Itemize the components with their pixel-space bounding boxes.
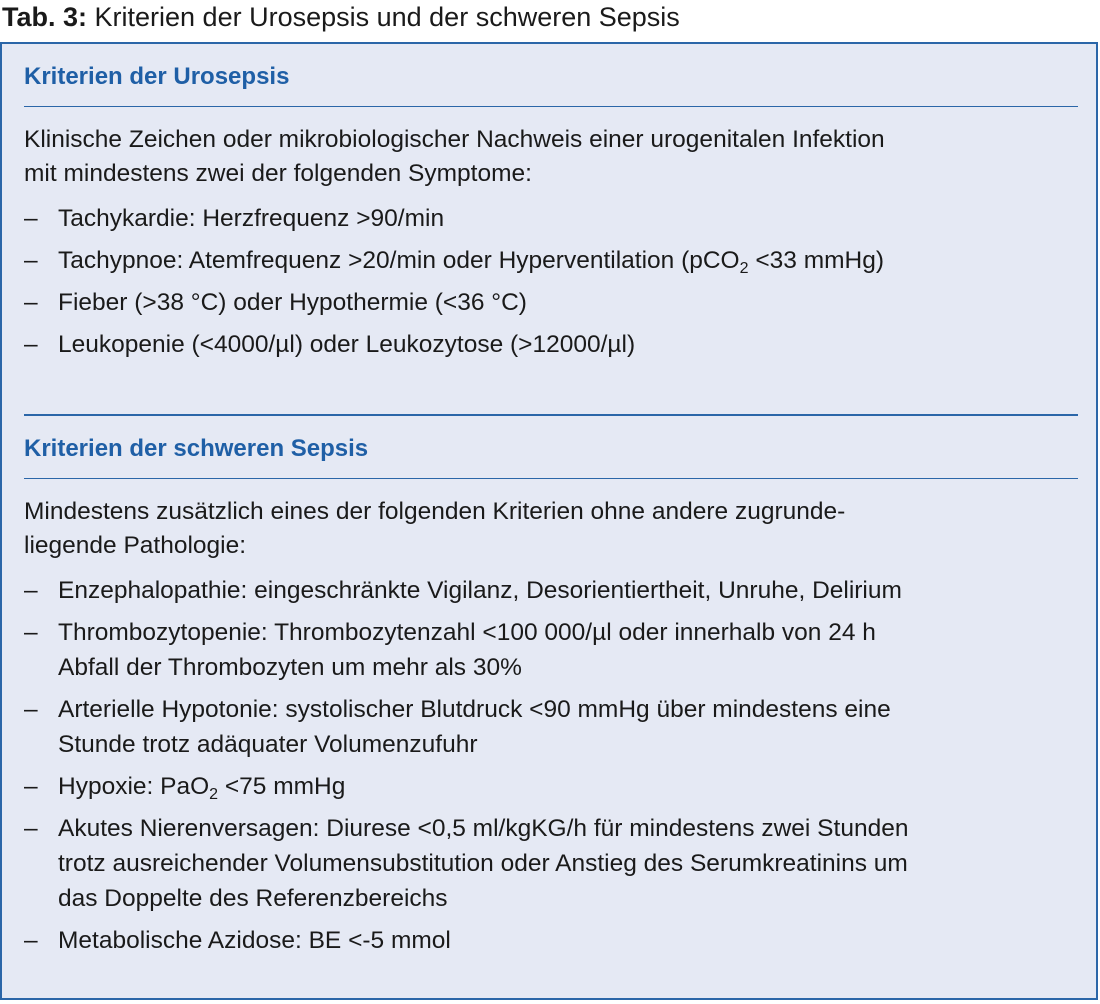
item-text: das Doppelte des Referenzbereichs [58, 885, 448, 912]
list-item [24, 327, 1078, 362]
list-item [24, 243, 1078, 278]
dash-bullet: – [24, 577, 38, 604]
dash-bullet: – [24, 927, 38, 954]
intro-line: liegende Pathologie: [24, 532, 247, 559]
subscript: 2 [739, 260, 749, 277]
list-item [24, 573, 1078, 608]
item-text-pre: Tachypnoe: Atemfrequenz >20/min oder Hyperventilation (pCO [58, 247, 740, 274]
caption-label: Tab. 3: [2, 2, 88, 32]
list-item [24, 811, 1078, 916]
item-text [58, 769, 1078, 804]
list-item [24, 769, 1078, 804]
section-divider [24, 478, 1078, 479]
dash-bullet: – [24, 205, 38, 232]
dash-bullet: – [24, 289, 38, 316]
criteria-table [0, 42, 1098, 1000]
item-text: Enzephalopathie: eingeschränkte Vigilanz, Desorientiertheit, Unruhe, Delirium [58, 577, 902, 604]
item-text-pre: Hypoxie: PaO [58, 773, 210, 800]
section-urosepsis [24, 58, 1078, 369]
caption-text: Kriterien der Urosepsis und der schweren Sepsis [87, 2, 680, 32]
section-intro [24, 495, 1078, 563]
section-separator [24, 414, 1078, 416]
section-title: Kriterien der Urosepsis [24, 63, 290, 90]
dash-bullet: – [24, 331, 38, 358]
item-text: Metabolische Azidose: BE <-5 mmol [58, 927, 451, 954]
item-text: Leukopenie (<4000/µl) oder Leukozytose (>12000/µl) [58, 331, 636, 358]
list-item [24, 923, 1078, 958]
item-text: trotz ausreichender Volumensubstitution oder Anstieg des Serumkreatinins um [58, 850, 908, 877]
dash-bullet: – [24, 619, 38, 646]
subscript: 2 [209, 786, 219, 803]
dash-bullet: – [24, 696, 38, 723]
section-divider [24, 106, 1078, 107]
item-text-post: <75 mmHg [218, 773, 346, 800]
item-text: Abfall der Thrombozyten um mehr als 30% [58, 654, 522, 681]
section-title: Kriterien der schweren Sepsis [24, 435, 369, 462]
section-intro [24, 123, 1078, 191]
dash-bullet: – [24, 815, 38, 842]
intro-line: Klinische Zeichen oder mikrobiologischer Nachweis einer urogenitalen Infektion [24, 126, 885, 153]
dash-bullet: – [24, 247, 38, 274]
item-text: Stunde trotz adäquater Volumenzufuhr [58, 731, 478, 758]
intro-line: mit mindestens zwei der folgenden Symptome: [24, 160, 532, 187]
item-text: Tachykardie: Herzfrequenz >90/min [58, 205, 445, 232]
list-item [24, 285, 1078, 320]
item-text: Arterielle Hypotonie: systolischer Blutdruck <90 mmHg über mindestens eine [58, 696, 891, 723]
item-text: Thrombozytopenie: Thrombozytenzahl <100 000/µl oder innerhalb von 24 h [58, 619, 876, 646]
list-item [24, 615, 1078, 685]
item-text [58, 243, 1078, 278]
intro-line: Mindestens zusätzlich eines der folgenden Kriterien ohne andere zugrunde- [24, 498, 846, 525]
list-item [24, 692, 1078, 762]
item-text: Fieber (>38 °C) oder Hypothermie (<36 °C) [58, 289, 527, 316]
item-text-post: <33 mmHg) [748, 247, 884, 274]
list-item [24, 201, 1078, 236]
table-caption [2, 0, 680, 38]
dash-bullet: – [24, 773, 38, 800]
criteria-list [24, 573, 1078, 958]
section-severe-sepsis [24, 430, 1078, 965]
criteria-list [24, 201, 1078, 362]
item-text: Akutes Nierenversagen: Diurese <0,5 ml/kgKG/h für mindestens zwei Stunden [58, 815, 909, 842]
